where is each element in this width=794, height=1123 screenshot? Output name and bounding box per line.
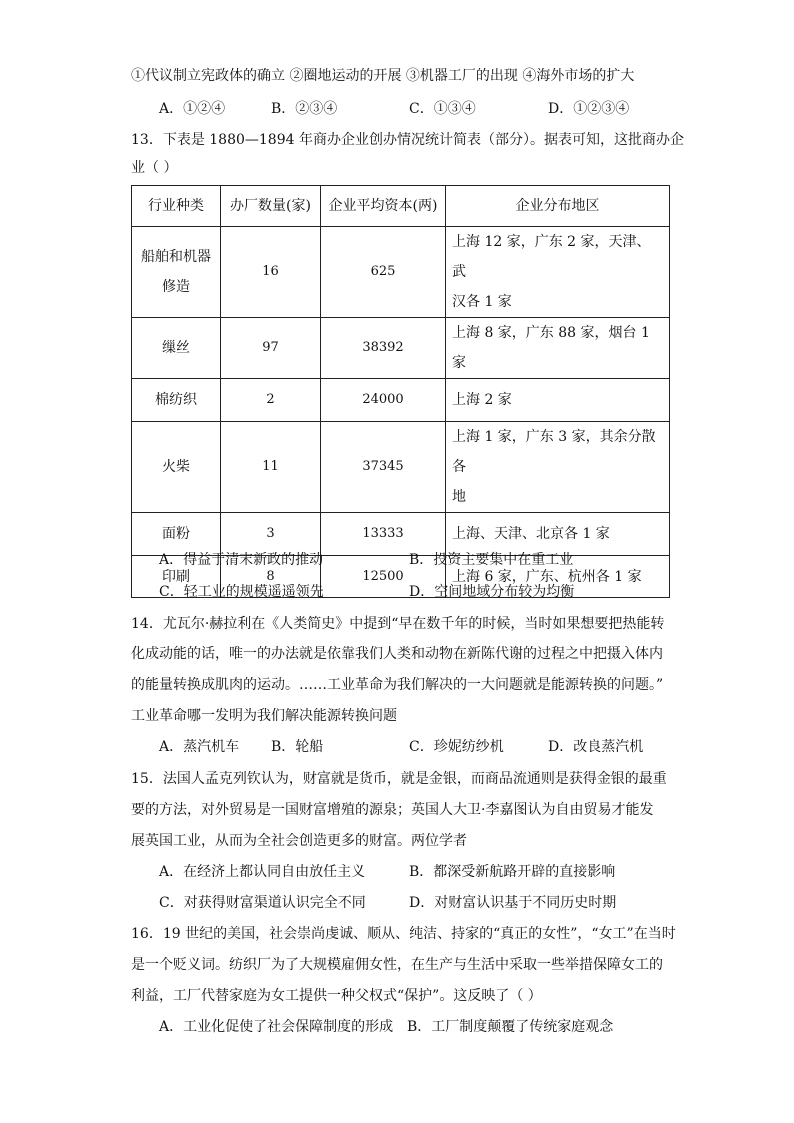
cell-capital: 37345 <box>321 422 446 513</box>
header-industry: 行业种类 <box>132 186 221 227</box>
q15-option-d[interactable]: D．对财富认识基于不同历史时期 <box>409 895 617 911</box>
cell-capital: 13333 <box>321 513 446 556</box>
q13-option-d[interactable]: D．空间地域分布较为均衡 <box>409 584 575 600</box>
q14-stem-line3: 的能量转换成肌肉的运动。……工业革命为我们解决的一大问题就是能源转换的问题。” <box>131 677 664 693</box>
q12-option-c[interactable]: C．①③④ <box>409 101 476 117</box>
q16-stem-line3: 利益，工厂代替家庭为女工提供一种父权式“保护”。这反映了（ ） <box>131 988 542 1004</box>
cell-region: 上海 8 家，广东 88 家，烟台 1 家 <box>446 318 670 379</box>
q14-option-a[interactable]: A．蒸汽机车 <box>159 739 240 755</box>
q13-option-c[interactable]: C．轻工业的规模遥遥领先 <box>159 584 324 600</box>
q15-stem-line3: 展英国工业，从而为全社会创造更多的财富。两位学者 <box>131 833 467 849</box>
table-row <box>132 379 670 422</box>
cell-capital: 12500 <box>321 556 446 598</box>
header-count: 办厂数量(家) <box>221 186 321 227</box>
q14-stem-line2: 化成动能的话，唯一的办法就是依靠我们人类和动物在新陈代谢的过程之中把摄入体内 <box>131 646 663 662</box>
cell-capital: 625 <box>321 227 446 318</box>
table-header-row <box>132 186 670 227</box>
table-row <box>132 422 670 513</box>
q14-stem-line1: 14．尤瓦尔·赫拉利在《人类简史》中提到“早在数千年的时候，当时如果想要把热能转 <box>131 616 665 632</box>
q13-statistics-table <box>131 185 670 598</box>
cell-capital: 24000 <box>321 379 446 422</box>
q14-option-c[interactable]: C．珍妮纺纱机 <box>409 739 504 755</box>
cell-region: 上海、天津、北京各 1 家 <box>446 513 670 556</box>
cell-capital: 38392 <box>321 318 446 379</box>
cell-industry: 缫丝 <box>132 318 221 379</box>
q15-option-c[interactable]: C．对获得财富渠道认识完全不同 <box>159 895 366 911</box>
cell-region: 上海 12 家，广东 2 家，天津、武 汉各 1 家 <box>446 227 670 318</box>
q15-option-b[interactable]: B．都深受新航路开辟的直接影响 <box>409 864 616 880</box>
q15-stem-line2: 要的方法，对外贸易是一国财富增殖的源泉；英国人大卫·李嘉图认为自由贸易才能发 <box>131 802 654 818</box>
header-region: 企业分布地区 <box>446 186 670 227</box>
q14-option-b[interactable]: B．轮船 <box>271 739 324 755</box>
q12-option-a[interactable]: A．①②④ <box>159 101 226 117</box>
q16-stem-line1: 16．19 世纪的美国，社会崇尚虔诚、顺从、纯洁、持家的“真正的女性”，“女工”在当时 <box>131 926 676 942</box>
q16-stem-line2: 是一个贬义词。纺织厂为了大规模雇佣女性，在生产与生活中采取一些举措保障女工的 <box>131 957 663 973</box>
cell-industry: 船舶和机器 修造 <box>132 227 221 318</box>
cell-region: 上海 1 家，广东 3 家，其余分散各 地 <box>446 422 670 513</box>
q15-stem-line1: 15．法国人孟克列钦认为，财富就是货币，就是金银，而商品流通则是获得金银的最重 <box>131 771 667 787</box>
q13-stem-line1: 13．下表是 1880—1894 年商办企业创办情况统计简表（部分）。据表可知，这批商办企 <box>131 132 684 148</box>
cell-count: 11 <box>221 422 321 513</box>
cell-region: 上海 6 家，广东、杭州各 1 家 <box>446 556 670 598</box>
cell-count: 8 <box>221 556 321 598</box>
cell-region: 上海 2 家 <box>446 379 670 422</box>
cell-industry: 印刷 <box>132 556 221 598</box>
q12-option-d[interactable]: D．①②③④ <box>548 101 630 117</box>
q13-option-a[interactable]: A．得益于清末新政的推动 <box>159 552 324 568</box>
cell-industry: 火柴 <box>132 422 221 513</box>
table-row <box>132 318 670 379</box>
cell-count: 16 <box>221 227 321 318</box>
q13-stem-line2: 业（ ） <box>131 160 178 176</box>
cell-count: 3 <box>221 513 321 556</box>
cell-industry: 棉纺织 <box>132 379 221 422</box>
cell-count: 97 <box>221 318 321 379</box>
header-capital: 企业平均资本(两) <box>321 186 446 227</box>
q14-stem-line4: 工业革命哪一发明为我们解决能源转换问题 <box>131 708 397 724</box>
q13-option-b[interactable]: B．投资主要集中在重工业 <box>409 552 574 568</box>
q14-option-d[interactable]: D．改良蒸汽机 <box>548 739 644 755</box>
q16-option-b[interactable]: B．工厂制度颠覆了传统家庭观念 <box>407 1019 614 1035</box>
cell-count: 2 <box>221 379 321 422</box>
cell-industry: 面粉 <box>132 513 221 556</box>
table-row <box>132 227 670 318</box>
q12-option-b[interactable]: B．②③④ <box>271 101 338 117</box>
q16-option-a[interactable]: A．工业化促使了社会保障制度的形成 <box>159 1019 394 1035</box>
q15-option-a[interactable]: A．在经济上都认同自由放任主义 <box>159 864 366 880</box>
q12-items: ①代议制立宪政体的确立 ②圈地运动的开展 ③机器工厂的出现 ④海外市场的扩大 <box>131 68 635 84</box>
